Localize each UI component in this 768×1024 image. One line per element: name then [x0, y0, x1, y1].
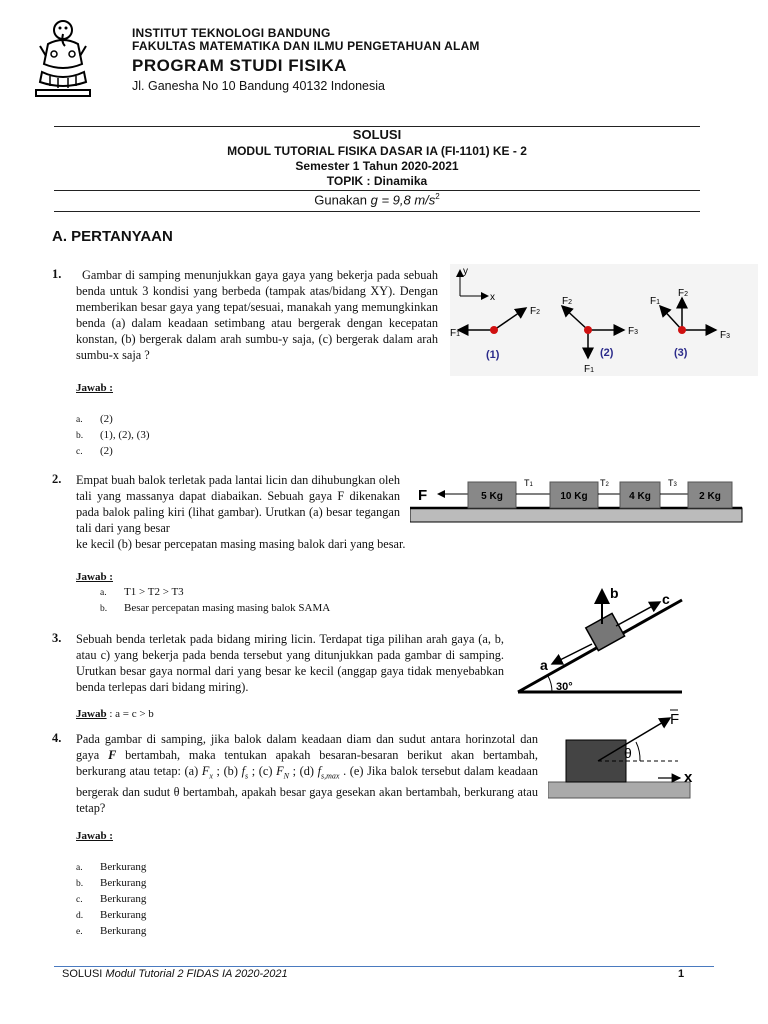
q4-block [566, 740, 626, 782]
q1-figure [450, 264, 758, 376]
c2-f3-label: F3 [628, 326, 639, 337]
divider-bottom [54, 211, 700, 212]
block-5kg-label: 5 Kg [481, 491, 503, 502]
ganesha-logo-icon [32, 16, 94, 98]
c2-f2-label: F2 [562, 296, 573, 307]
q4-answer-a: a. Berkurang [76, 861, 147, 873]
q2-figure [410, 472, 745, 528]
q4-answer-c: c. Berkurang [76, 893, 147, 905]
force-F-label: F [670, 711, 680, 728]
faculty-name: FAKULTAS MATEMATIKA DAN ILMU PENGETAHUAN ALAM [132, 39, 480, 53]
c-arrow [616, 602, 660, 626]
q4-answers [76, 860, 146, 940]
t1-label: T1 [524, 478, 533, 488]
section-heading: A. PERTANYAAN [52, 228, 173, 245]
q2-number: 2. [52, 472, 62, 486]
q3-text: Sebuah benda terletak pada bidang miring licin. Terdapat tiga pilihan arah gaya (a, b, atau c) yang bekerja pada benda tersebut yang ditunjukkan pada gambar di samping. Urutkan besar gaya normal dari yang besar ke kecil (anggap gaya tidak menyebabkan benda terlepas dari bidang miring). [76, 632, 504, 694]
topik-title: TOPIK : Dinamika [326, 174, 428, 188]
program-name: PROGRAM STUDI FISIKA [132, 56, 347, 75]
floor [410, 508, 742, 522]
page-number: 1 [678, 968, 685, 980]
q4-figure [548, 708, 708, 800]
q2-answers [100, 585, 330, 617]
q1-answers [76, 412, 149, 460]
q4-number: 4. [52, 731, 62, 745]
c2-object [584, 326, 592, 334]
institute-name: INSTITUT TEKNOLOGI BANDUNG [132, 26, 331, 40]
x-axis-label: x [490, 292, 495, 303]
divider-mid [54, 190, 700, 191]
c1-f1-label: F1 [450, 328, 461, 339]
c3-f2-label: F2 [678, 288, 689, 299]
q3-answer: : a = c > b [109, 708, 154, 720]
solusi-title: SOLUSI [352, 127, 402, 142]
c2-caption: (2) [600, 347, 614, 359]
x-direction-label: x [684, 769, 693, 786]
q1-text: Gambar di samping menunjukkan gaya gaya yang bekerja pada sebuah benda untuk 3 kondisi yang berbeda (tampak atas/bidang XY). Dengan memberikan besar gaya yang tepat/sesuai, manakah yang memungkinkan benda (a) dalam keadaan setimbang atau bergerak dengan kecepatan konstan, (b) bergerak dalam arah sumbu-y saja, (c) bergerak dalam arah sumbu-x saja ? [76, 268, 438, 362]
a-label: a [540, 657, 548, 673]
modul-title: MODUL TUTORIAL FISIKA DASAR IA (FI-1101) KE - 2 [227, 144, 527, 158]
c3-object [678, 326, 686, 334]
force-label: F [418, 487, 428, 504]
q1-jawab: Jawab : [76, 382, 113, 394]
q4-text: Pada gambar di samping, jika balok dalam keadaan diam dan sudut antara horinzotal dan gaya F bertambah, maka tentukan apakah besaran-besaran berikut akan bertambah, berkurang atau tetap: (a) $F_x$ ; (b) $f_s$ ; (c) $F_N$ ; (d) $f_{s,max}$ . (e) Jika balok tersebut dalam keadaan bergerak dan sudut θ bertambah, apakah besar gaya gesekan akan bertambah, berkurang atau tetap? [76, 732, 538, 816]
semester-title: Semester 1 Tahun 2020-2021 [295, 159, 459, 173]
c-label: c [662, 591, 670, 607]
q2-answer-b: b. Besar percepatan masing masing balok SAMA [100, 602, 331, 614]
q1-answer-b: b. (1), (2), (3) [76, 429, 150, 441]
footer-text: SOLUSI Modul Tutorial 2 FIDAS IA 2020-2021 [62, 968, 288, 980]
c3-f3-label: F3 [720, 330, 731, 341]
q3-figure [512, 584, 688, 698]
q1-answer-a: a. (2) [76, 413, 113, 425]
t2-label: T2 [600, 478, 609, 488]
y-axis-label: y [463, 266, 468, 277]
q2-jawab: Jawab : [76, 571, 113, 583]
q4-answer-d: d. Berkurang [76, 909, 147, 921]
block-10kg-label: 10 Kg [560, 491, 588, 502]
c2-f1-label: F1 [584, 364, 595, 375]
c3-caption: (3) [674, 347, 688, 359]
q1-answer-c: c. (2) [76, 445, 113, 457]
block-4kg-label: 4 Kg [629, 491, 651, 502]
q4-jawab: Jawab : [76, 830, 113, 842]
q4-answer-b: b. Berkurang [76, 877, 147, 889]
q4-answer-e: e. Berkurang [76, 925, 147, 937]
q3-answer-line [76, 708, 154, 720]
q1-number: 1. [52, 267, 62, 281]
theta-label: θ [624, 745, 632, 761]
c3-f1-label: F1 [650, 296, 661, 307]
t3-label: T3 [668, 478, 677, 488]
q2-answer-a: a. T1 > T2 > T3 [100, 586, 184, 598]
gunakan-line: Gunakan g = 9,8 $m/s^2$ [314, 192, 440, 208]
block-2kg-label: 2 Kg [699, 491, 721, 502]
q3-number: 3. [52, 631, 62, 645]
address: Jl. Ganesha No 10 Bandung 40132 Indonesia [132, 79, 385, 93]
q2-text-b: ke kecil (b) besar percepatan masing masing balok dari yang besar. [76, 537, 406, 551]
c1-f2-label: F2 [530, 306, 541, 317]
footer-divider [54, 966, 714, 967]
surface [548, 782, 690, 798]
itb-logo [32, 16, 94, 98]
c1-caption: (1) [486, 349, 500, 361]
c1-object [490, 326, 498, 334]
q3-jawab: Jawab [76, 708, 107, 720]
b-label: b [610, 585, 619, 601]
angle-label: 30° [556, 681, 573, 693]
q2-text-a: Empat buah balok terletak pada lantai licin dan dihubungkan oleh tali yang massanya dapat diabaikan. Sebuah gaya F dikenakan pada balok paling kiri (lihat gambar). Urutkan (a) besar tegangan tali dari yang besar [76, 473, 400, 535]
